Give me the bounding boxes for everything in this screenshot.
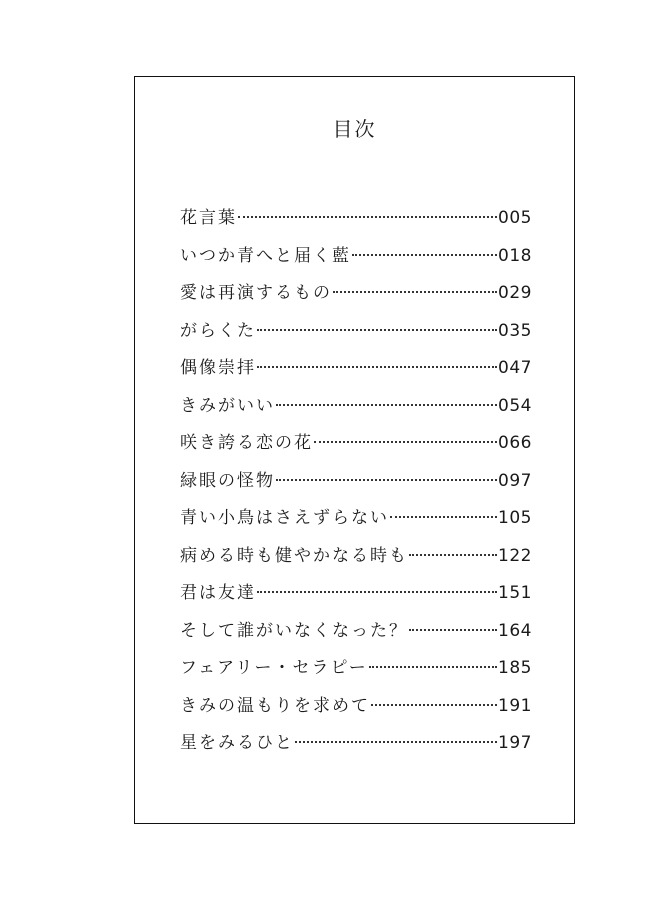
- toc-entry-title: 緑眼の怪物: [180, 470, 275, 491]
- toc-page-number: 105: [498, 508, 532, 528]
- toc-entry: [180, 317, 532, 355]
- toc-list: [180, 204, 532, 767]
- toc-entry-title: きみの温もりを求めて: [180, 695, 370, 716]
- toc-entry: [180, 204, 532, 242]
- toc-entry: [180, 729, 532, 767]
- toc-page-number: 197: [498, 733, 532, 753]
- toc-entry: [180, 354, 532, 392]
- toc-page-number: 018: [498, 245, 532, 266]
- toc-entry-title: フェアリー・セラピー: [180, 658, 368, 678]
- toc-entry: [180, 617, 532, 655]
- toc-entry-title: 青い小鳥はさえずらない: [180, 508, 389, 528]
- toc-page-number: 054: [498, 395, 532, 416]
- toc-page-number: 151: [498, 583, 532, 603]
- toc-dot-leader: [333, 291, 497, 293]
- toc-dot-leader: [257, 591, 497, 593]
- toc-entry-title: 偶像崇拝: [180, 358, 256, 378]
- toc-entry: [180, 542, 532, 580]
- toc-entry-title: 花言葉: [180, 208, 237, 228]
- toc-entry-title: がらくた: [180, 320, 256, 341]
- toc-dot-leader: [369, 666, 497, 668]
- toc-dot-leader: [276, 479, 497, 481]
- toc-dot-leader: [238, 216, 497, 218]
- toc-entry: [180, 429, 532, 467]
- toc-title: 目次: [332, 117, 377, 141]
- toc-dot-leader: [257, 366, 497, 368]
- toc-entry: [180, 579, 532, 617]
- toc-dot-leader: [352, 254, 497, 256]
- toc-entry: [180, 654, 532, 692]
- toc-page-number: 191: [498, 695, 532, 716]
- toc-page-number: 185: [498, 658, 532, 678]
- toc-page-number: 005: [498, 208, 532, 228]
- toc-entry: [180, 467, 532, 505]
- toc-page-number: 066: [498, 433, 532, 453]
- toc-page-number: 122: [498, 545, 532, 566]
- toc-dot-leader: [371, 704, 497, 706]
- toc-dot-leader: [409, 629, 497, 631]
- toc-entry-title: 病める時も健やかなる時も: [180, 545, 408, 566]
- toc-dot-leader: [276, 404, 497, 406]
- toc-entry-title: そして誰がいなくなった？: [180, 620, 408, 641]
- toc-entry: [180, 242, 532, 280]
- toc-page-number: 029: [498, 283, 532, 303]
- toc-entry-title: いつか青へと届く藍: [180, 245, 351, 266]
- toc-dot-leader: [295, 741, 497, 743]
- toc-entry: [180, 279, 532, 317]
- toc-page-number: 164: [498, 620, 532, 641]
- toc-page-number: 035: [498, 320, 532, 341]
- toc-page-number: 047: [498, 358, 532, 378]
- toc-dot-leader: [314, 441, 497, 443]
- toc-dot-leader: [257, 329, 497, 331]
- toc-entry: [180, 692, 532, 730]
- toc-entry-title: 愛は再演するもの: [180, 283, 332, 303]
- toc-dot-leader: [409, 554, 497, 556]
- toc-page-number: 097: [498, 470, 532, 491]
- toc-entry-title: 咲き誇る恋の花: [180, 433, 313, 453]
- page-frame: [134, 76, 575, 824]
- toc-entry-title: きみがいい: [180, 395, 275, 416]
- toc-entry: [180, 392, 532, 430]
- toc-dot-leader: [390, 516, 497, 518]
- toc-entry: [180, 504, 532, 542]
- toc-entry-title: 星をみるひと: [180, 733, 294, 753]
- toc-entry-title: 君は友達: [180, 583, 256, 603]
